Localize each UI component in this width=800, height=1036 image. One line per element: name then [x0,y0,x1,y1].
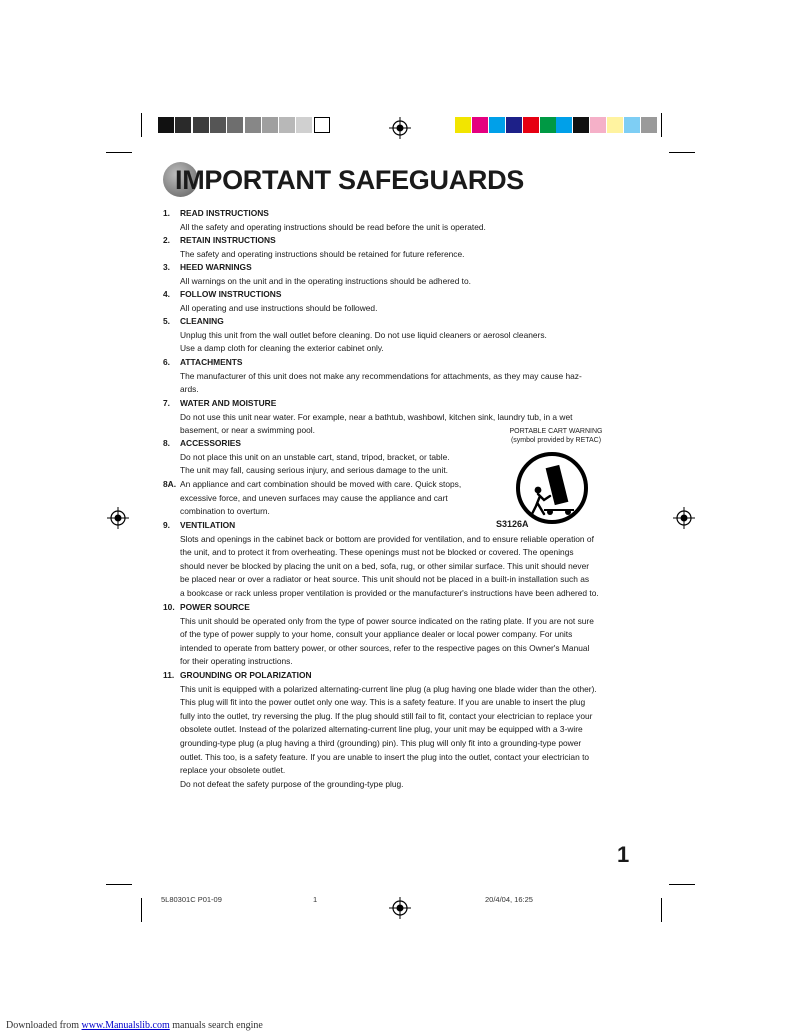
safeguard-heading: FOLLOW INSTRUCTIONS [180,289,282,299]
gray-swatch [210,117,226,133]
safeguard-body-line: a bookcase or rack unless proper ventilation is provided or the manufacturer's instructions have been adhered to. [180,587,599,598]
safeguard-number: 8A. [163,479,177,489]
download-note-suffix: manuals search engine [169,1020,263,1031]
gray-swatch [262,117,278,133]
safeguard-body-line: fully into the outlet, try reversing the plug. If the plug should still fail to fit, contact your electrician to replace your [180,710,593,721]
crop-mark [669,152,695,153]
cart-warning-code: S3126A [496,519,529,529]
safeguard-body-line: intended to operate from battery power, or other sources, refer to the respective pages on this Owner's Manual [180,642,590,653]
color-swatch [472,117,488,133]
page-number: 1 [617,842,630,867]
safeguard-body-line: Slots and openings in the cabinet back or bottom are provided for ventilation, and to ensure reliable operation of [180,533,594,544]
color-swatch [624,117,640,133]
safeguard-body-line: excessive force, and uneven surfaces may cause the appliance and cart [180,492,448,503]
gray-swatch [193,117,209,133]
safeguard-body-line: Use a damp cloth for cleaning the exterior cabinet only. [180,343,384,354]
cart-warning-caption-line1: PORTABLE CART WARNING [509,428,603,435]
safeguard-body-line: All warnings on the unit and in the operating instructions should be adhered to. [180,275,471,286]
safeguard-body-line: This unit is equipped with a polarized alternating-current line plug (a plug having one blade wider than the other). [180,683,597,694]
safeguard-body-line: grounding-type plug (a plug having a third (grounding) pin). This plug will only fit into a grounding-type power [180,737,582,748]
gray-swatch [279,117,295,133]
safeguard-body-line: the unit, and to protect it from overheating. These openings must not be blocked or covered. The openings [180,547,574,558]
safeguard-number: 1. [163,208,170,218]
safeguard-number: 11. [163,670,175,680]
safeguard-heading: RETAIN INSTRUCTIONS [180,235,276,245]
safeguard-body-line: combination to overturn. [180,506,270,517]
safeguard-heading: CLEANING [180,316,224,326]
safeguard-body-line: Unplug this unit from the wall outlet before cleaning. Do not use liquid cleaners or aerosol cleaners. [180,329,547,340]
crop-mark [106,152,132,153]
safeguard-number: 10. [163,602,175,612]
safeguard-body [180,615,640,669]
safeguard-body-line: The manufacturer of this unit does not make any recommendations for attachments, as they may cause haz- [180,370,582,381]
safeguard-body-line: replace your obsolete outlet. [180,765,286,776]
safeguard-body-line: This plug will fit into the power outlet only one way. This is a safety feature. If you are unable to insert the plug [180,697,586,708]
safeguard-heading: GROUNDING OR POLARIZATION [180,670,312,680]
safeguard-number: 8. [163,438,170,448]
safeguard-body [180,248,640,262]
safeguard-number: 3. [163,262,170,272]
safeguard-body-line: ards. [180,384,199,395]
safeguard-body-line: obsolete outlet. Instead of the polarized alternating-current line plug, your unit may be equipped with a 3-wire [180,724,583,735]
color-swatch [523,117,539,133]
gray-swatch [296,117,312,133]
safeguard-body-line: The unit may fall, causing serious injury, and serious damage to the unit. [180,465,448,476]
safeguard-heading: POWER SOURCE [180,602,250,612]
safeguard-body-line: outlet. This too, is a safety feature. If you are unable to insert the plug into the outlet, contact your electrician to [180,751,590,762]
safeguard-body-line: of the type of power supply to your home, consult your appliance dealer or local power company. For units [180,629,573,640]
registration-mark-icon [673,507,695,529]
safeguard-number: 9. [163,520,170,530]
crop-mark [141,113,142,137]
color-swatch [540,117,556,133]
color-swatch [455,117,471,133]
gray-swatch [158,117,174,133]
safeguard-body-line: This unit should be operated only from the type of power source indicated on the rating plate. If you are not sure [180,615,594,626]
safeguard-number: 2. [163,235,170,245]
color-swatch [556,117,572,133]
crop-mark [661,113,662,137]
color-swatch [506,117,522,133]
safeguard-body [180,302,640,316]
registration-mark-icon [107,507,129,529]
cart-warning-caption [488,427,624,445]
safeguard-body-line: should never be blocked by placing the unit on a bed, sofa, rug, or other similar surface. This unit should never [180,560,590,571]
safeguard-number: 5. [163,316,170,326]
manualslib-link[interactable]: www.Manualslib.com [81,1020,170,1031]
safeguard-heading: ATTACHMENTS [180,357,243,367]
safeguard-body [180,533,640,601]
registration-mark-icon [389,897,411,919]
registration-mark-icon [389,117,411,139]
gray-swatch [227,117,243,133]
footer-page: 1 [313,895,318,904]
safeguard-heading: WATER AND MOISTURE [180,398,277,408]
safeguard-heading: READ INSTRUCTIONS [180,208,269,218]
crop-mark [669,884,695,885]
safeguard-number: 6. [163,357,170,367]
gray-swatch [314,117,330,133]
gray-swatch [175,117,191,133]
crop-mark [106,884,132,885]
safeguard-body [180,683,640,792]
color-swatch [607,117,623,133]
gray-swatch [245,117,261,133]
safeguard-number: 7. [163,398,170,408]
footer-timestamp: 20/4/04, 16:25 [485,895,533,904]
safeguard-body [180,221,640,235]
safeguard-body-line: Do not use this unit near water. For example, near a bathtub, washbowl, kitchen sink, laundry tub, in a wet [180,411,573,422]
safeguard-heading: VENTILATION [180,520,236,530]
safeguard-heading: An appliance and cart combination should be moved with care. Quick stops, [180,479,462,489]
download-note [6,1020,263,1031]
safeguard-heading: ACCESSORIES [180,438,241,448]
color-swatch [590,117,606,133]
safeguard-number: 4. [163,289,170,299]
safeguard-body-line: Do not place this unit on an unstable cart, stand, tripod, bracket, or table. [180,451,450,462]
color-swatch [641,117,657,133]
cart-warning-caption-line2: (symbol provided by RETAC) [510,437,602,444]
safeguard-body [180,370,640,397]
portable-cart-warning-icon [516,452,588,524]
safeguard-heading: HEED WARNINGS [180,262,252,272]
page-title-text: IMPORTANT SAFEGUARDS [175,165,524,195]
safeguard-body-line: basement, or near a swimming pool. [180,425,315,436]
safeguard-body-line: The safety and operating instructions should be retained for future reference. [180,248,465,259]
safeguard-body [180,275,640,289]
safeguard-body-line: be placed near or over a radiator or heat source. This unit should not be placed in a built-in installation such as [180,574,590,585]
safeguard-body-line: Do not defeat the safety purpose of the grounding-type plug. [180,778,404,789]
color-swatch [573,117,589,133]
crop-mark [141,898,142,922]
safeguard-body [180,329,640,356]
download-note-prefix: Downloaded from [6,1020,82,1031]
color-swatch [489,117,505,133]
crop-mark [661,898,662,922]
footer-file-code: 5L80301C P01-09 [161,895,222,904]
safeguard-body-line: for their operating instructions. [180,656,293,667]
safeguard-body-line: All the safety and operating instructions should be read before the unit is operated. [180,221,486,232]
safeguard-body-line: All operating and use instructions should be followed. [180,302,378,313]
